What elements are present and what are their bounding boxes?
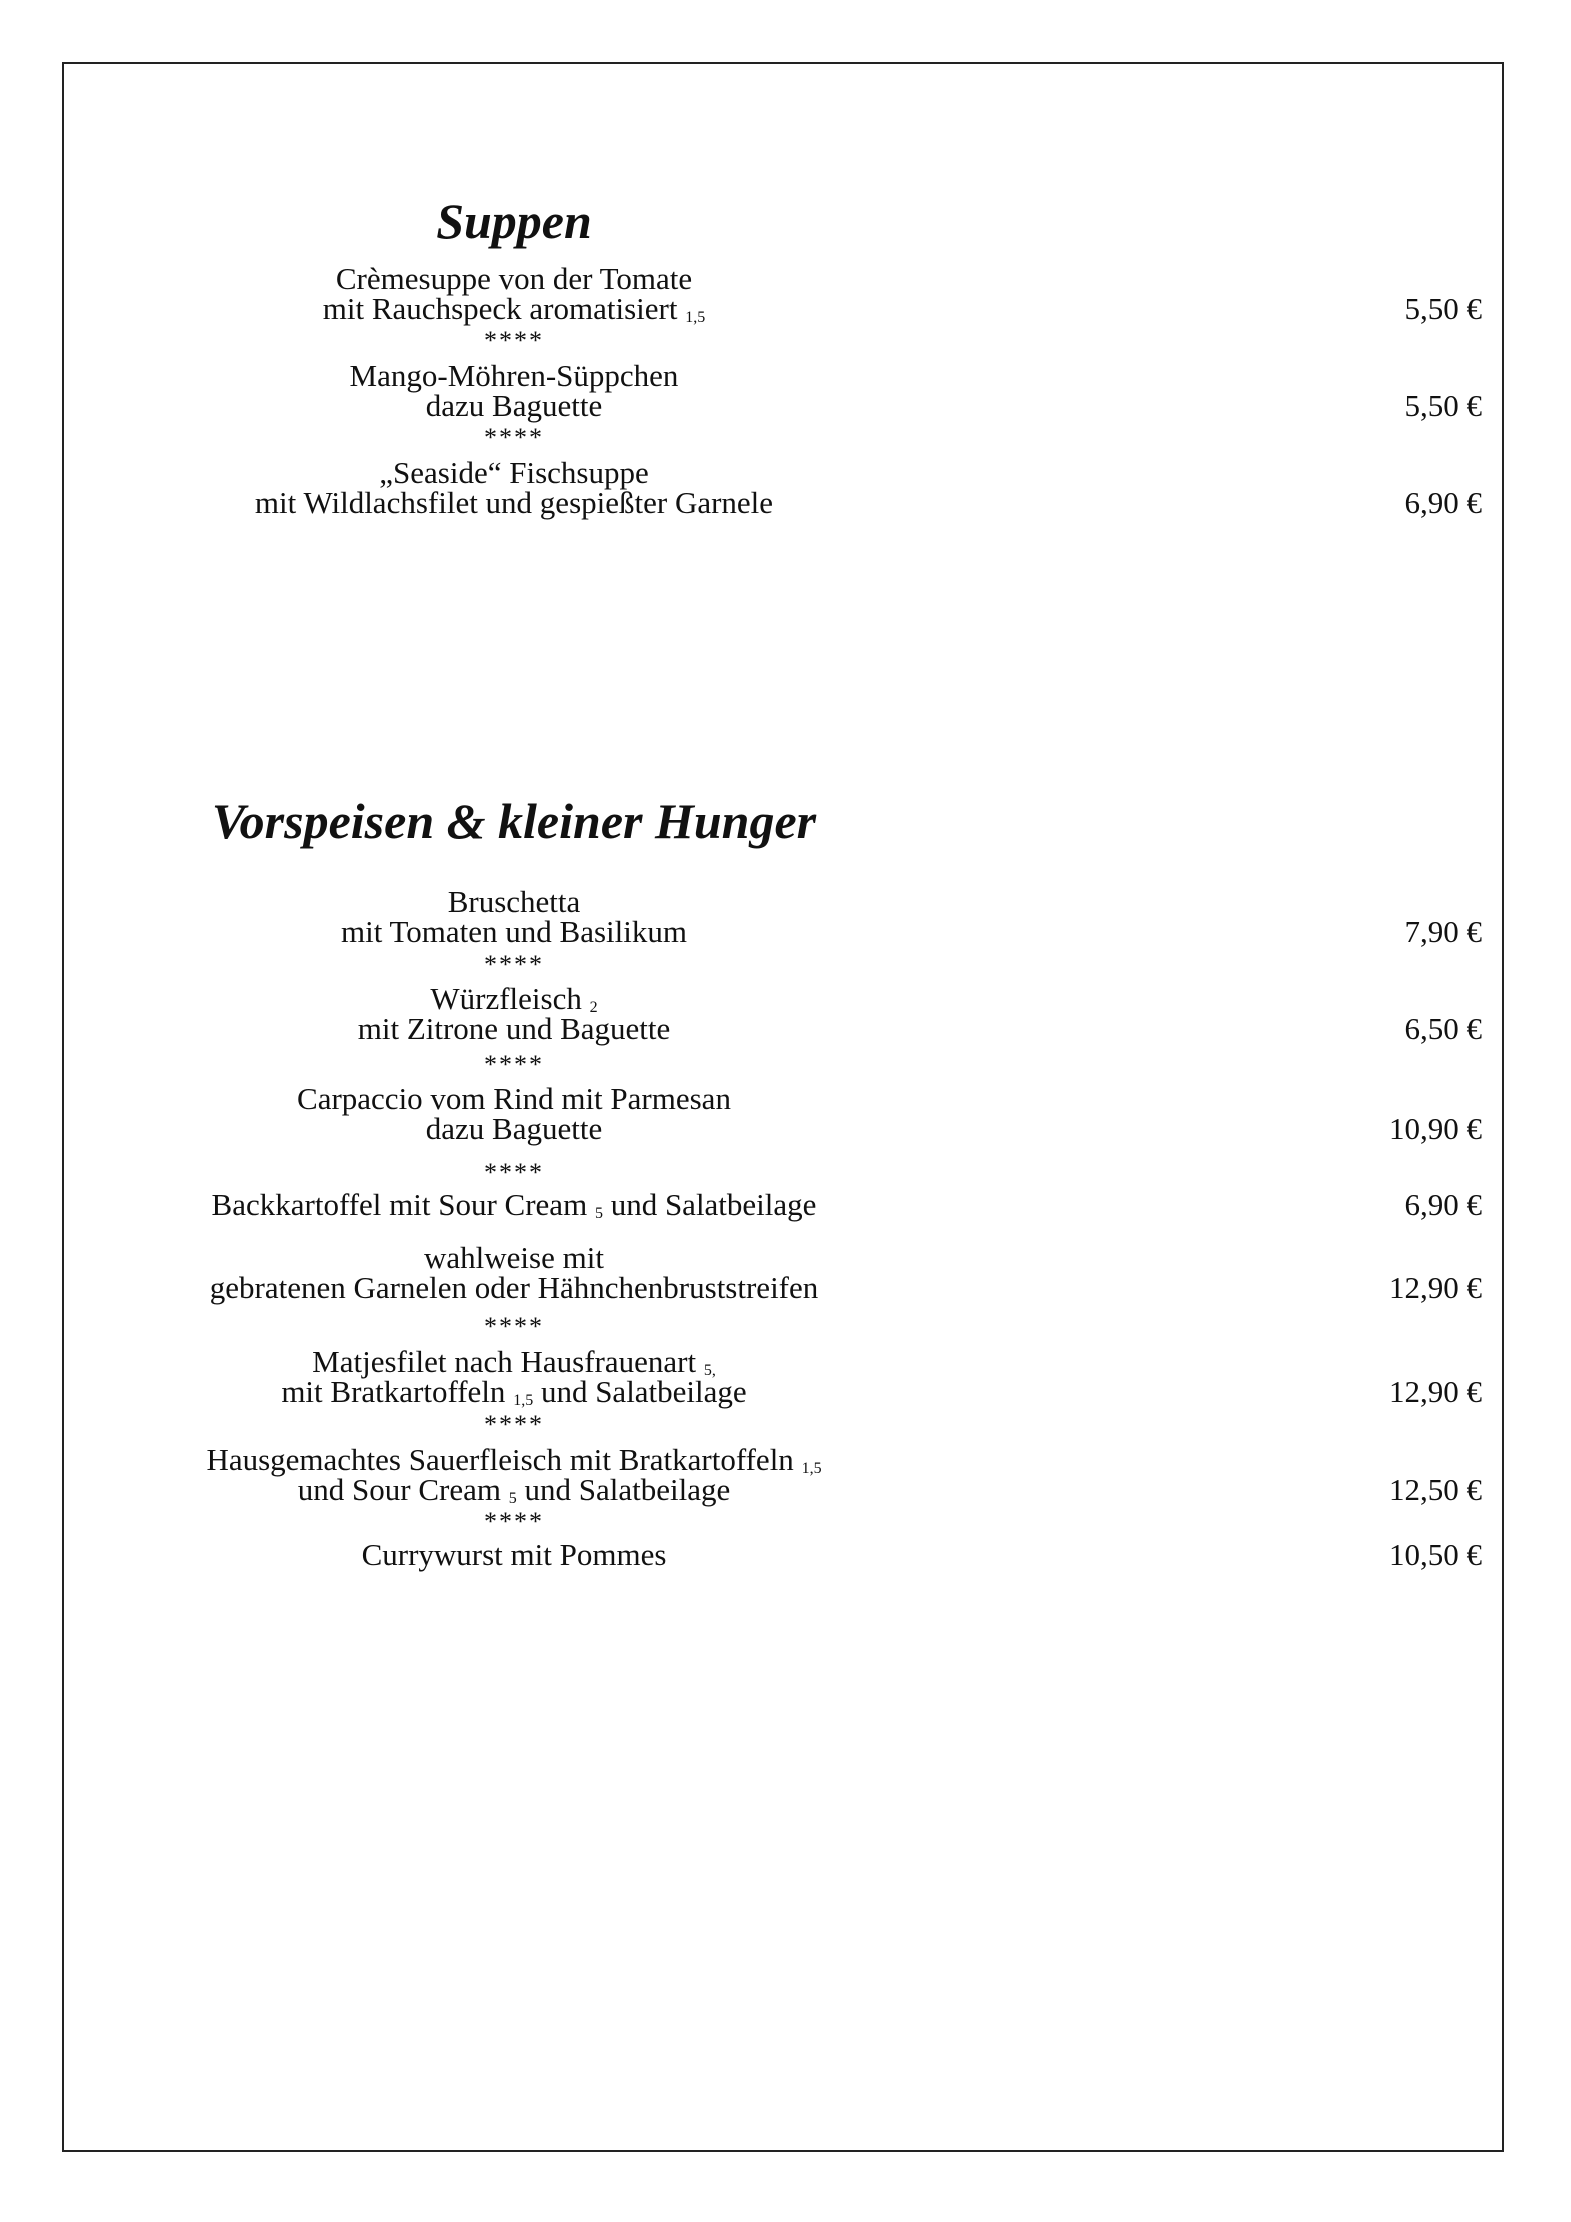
item-price: 12,90 € [1389, 1270, 1482, 1305]
item-description: mit Tomaten und Basilikum [341, 914, 687, 949]
separator: **** [484, 950, 544, 979]
item-name: Hausgemachtes Sauerfleisch mit Bratkartoffeln $_{1,5}$ [206, 1442, 822, 1477]
item-option-label: wahlweise mit [424, 1240, 604, 1275]
item-name: Würzfleisch $_2$ [430, 981, 598, 1016]
item-price: 12,50 € [1389, 1472, 1482, 1507]
menu-page-frame: Suppen Crèmesuppe von der Tomate mit Rauchspeck aromatisiert $_{1,5}$ 5,50 € **** Mango-Möhren-Süppchen dazu Baguette 5,50 € **** „Seaside“ Fischsuppe mit Wildlachsfilet und gespießter Garnele 6,90 € Vorspeisen & kleiner Hunger Bruschetta mit Tomaten und Basilikum 7,90 € **** Würzfleisch $_2$ mit Zitrone und Baguette 6,50 € **** Carpaccio vom Rind mit Parmesan dazu Baguette 10,90 € **** Backkartoffel mit Sour Cream $_5$ und Salatbeilage 6,90 € wahlweise mit gebratenen Garnelen oder Hähnchenbruststreifen 12,90 € **** Matjesfilet nach Hausfrauenart $_{5,}$ mit Bratkartoffeln $_{1,5}$ und Salatbeilage 12,90 € **** Hausgemachtes Sauerfleisch mit Bratkartoffeln $_{1,5}$ und Sour Cream $_5$ und Salatbeilage 12,50 € **** Currywurst mit Pommes 10,50 € [62, 62, 1504, 2152]
item-name: Currywurst mit Pommes [361, 1537, 667, 1572]
separator: **** [484, 1312, 544, 1341]
allergen-note: 5 [594, 1205, 603, 1222]
item-name: Carpaccio vom Rind mit Parmesan [297, 1081, 731, 1116]
item-description: gebratenen Garnelen oder Hähnchenbruststreifen [209, 1270, 819, 1305]
separator: **** [484, 423, 544, 452]
item-description: mit Wildlachsfilet und gespießter Garnele [254, 485, 774, 520]
item-name: Mango-Möhren-Süppchen [349, 358, 679, 393]
item-name: Backkartoffel mit Sour Cream $_5$ und Salatbeilage [211, 1187, 817, 1222]
item-name: Bruschetta [447, 884, 581, 919]
item-description: und Sour Cream $_5$ und Salatbeilage [297, 1472, 731, 1507]
allergen-note: 1,5 [801, 1460, 822, 1477]
item-price: 7,90 € [1404, 914, 1482, 949]
item-price: 12,90 € [1389, 1374, 1482, 1409]
item-name: Crèmesuppe von der Tomate [335, 261, 693, 296]
item-description: mit Bratkartoffeln $_{1,5}$ und Salatbeilage [281, 1374, 747, 1409]
item-price: 10,50 € [1389, 1537, 1482, 1572]
allergen-note: 5 [508, 1490, 517, 1507]
item-description: mit Zitrone und Baguette [357, 1011, 671, 1046]
item-price: 10,90 € [1389, 1111, 1482, 1146]
item-name: Matjesfilet nach Hausfrauenart $_{5,}$ [312, 1344, 716, 1379]
separator: **** [484, 1158, 544, 1187]
allergen-note: 1,5 [685, 309, 706, 326]
item-name: „Seaside“ Fischsuppe [379, 455, 649, 490]
separator: **** [484, 1507, 544, 1536]
allergen-note: 1,5 [513, 1392, 534, 1409]
item-price: 5,50 € [1404, 388, 1482, 423]
item-description: dazu Baguette [425, 1111, 603, 1146]
item-description: dazu Baguette [425, 388, 603, 423]
allergen-note: 5, [703, 1362, 716, 1379]
allergen-note: 2 [589, 999, 598, 1016]
separator: **** [484, 1410, 544, 1439]
separator: **** [484, 326, 544, 355]
item-price: 6,50 € [1404, 1011, 1482, 1046]
item-price: 6,90 € [1404, 485, 1482, 520]
item-description: mit Rauchspeck aromatisiert $_{1,5}$ [322, 291, 706, 326]
item-price: 5,50 € [1404, 291, 1482, 326]
item-price: 6,90 € [1404, 1187, 1482, 1222]
separator: **** [484, 1050, 544, 1079]
